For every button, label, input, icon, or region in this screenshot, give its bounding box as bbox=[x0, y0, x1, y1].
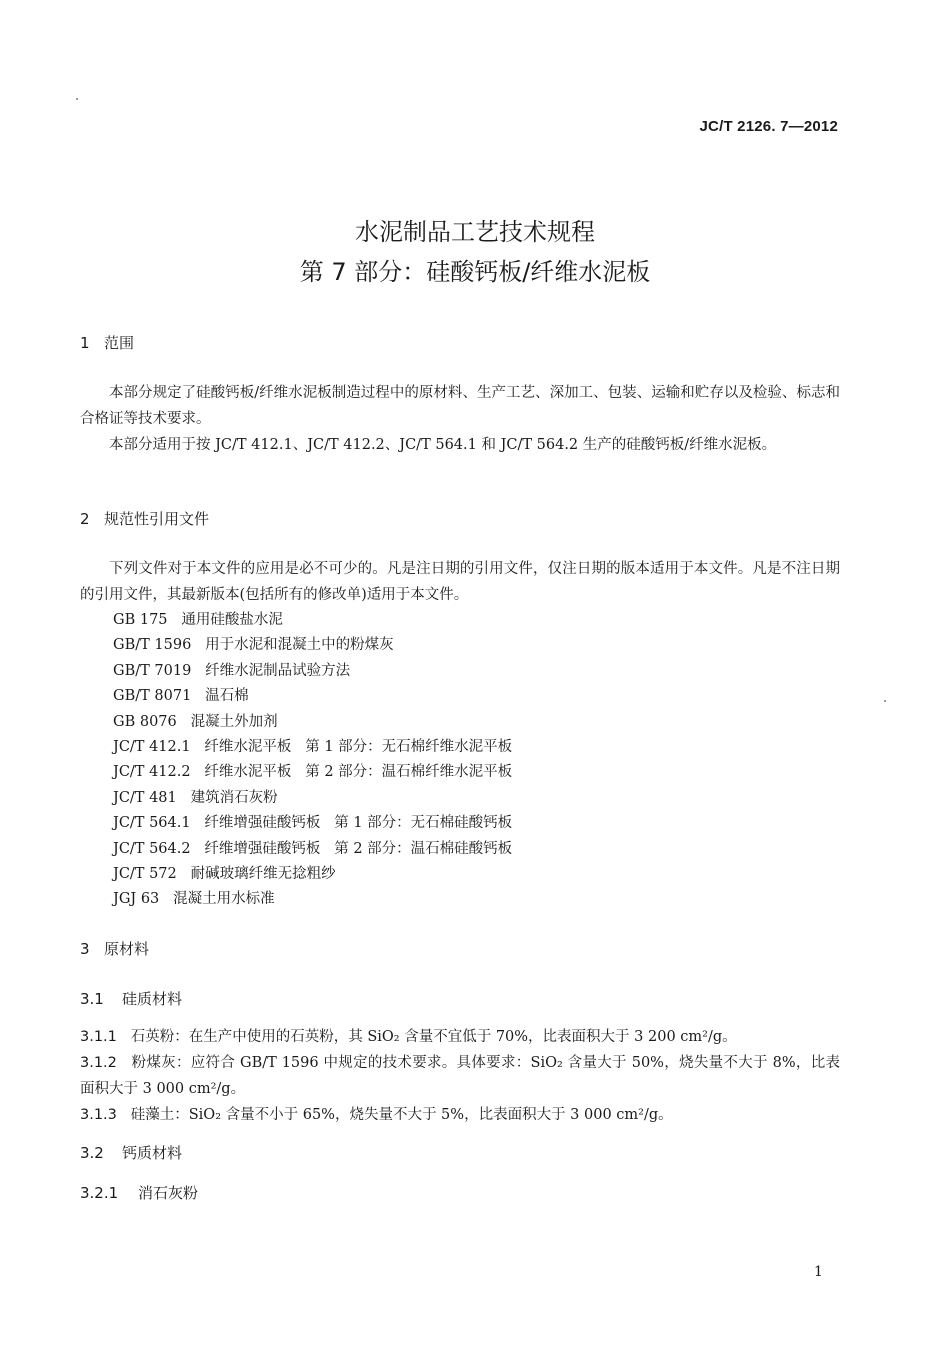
clause-text: 石英粉：在生产中使用的石英粉，其 SiO₂ 含量不宜低于 70%，比表面积大于 3 200 cm²/g。 bbox=[130, 1029, 737, 1045]
section-1-heading bbox=[80, 332, 134, 353]
page-number: 1 bbox=[814, 1264, 823, 1280]
scan-speck bbox=[76, 98, 78, 100]
reference-item: JC/T 564.1 纤维增强硅酸钙板 第 1 部分：无石棉硅酸钙板 bbox=[113, 815, 513, 832]
clause-3-1-3 bbox=[80, 1102, 840, 1128]
reference-item: JC/T 412.1 纤维水泥平板 第 1 部分：无石棉纤维水泥平板 bbox=[113, 739, 513, 756]
subsection-number: 3.2 bbox=[80, 1144, 104, 1162]
reference-item: GB/T 7019 纤维水泥制品试验方法 bbox=[113, 662, 351, 679]
section-title: 范围 bbox=[104, 334, 135, 352]
subsection-3-1-heading bbox=[80, 988, 182, 1009]
section-number: 2 bbox=[80, 510, 90, 528]
clause-3-1-2 bbox=[80, 1050, 840, 1102]
scan-speck bbox=[884, 700, 886, 702]
section-1-paragraph-1: 本部分规定了硅酸钙板/纤维水泥板制造过程中的原材料、生产工艺、深加工、包装、运输和贮存以及检验、标志和合格证等技术要求。 bbox=[80, 385, 840, 427]
subsection-title: 硅质材料 bbox=[122, 990, 183, 1008]
reference-item: GB 175 通用硅酸盐水泥 bbox=[113, 612, 283, 628]
reference-item: GB/T 8071 温石棉 bbox=[113, 688, 249, 705]
clause-text: 粉煤灰：应符合 GB/T 1596 中规定的技术要求。具体要求：SiO₂ 含量大于 50%，烧失量不大于 8%，比表面积大于 3 000 cm²/g。 bbox=[80, 1055, 841, 1097]
reference-item: JC/T 564.2 纤维增强硅酸钙板 第 2 部分：温石棉硅酸钙板 bbox=[113, 840, 513, 857]
normative-references-list bbox=[113, 608, 512, 913]
clause-number: 3.2.1 bbox=[80, 1184, 119, 1202]
subsection-title: 钙质材料 bbox=[122, 1144, 183, 1162]
section-1-paragraph-2: 本部分适用于按 JC/T 412.1、JC/T 412.2、JC/T 564.1 和 JC/T 564.2 生产的硅酸钙板/纤维水泥板。 bbox=[109, 437, 777, 453]
document-subtitle: 第 7 部分：硅酸钙板/纤维水泥板 bbox=[299, 258, 651, 286]
reference-item: GB/T 1596 用于水泥和混凝土中的粉煤灰 bbox=[113, 637, 394, 654]
reference-item: JC/T 412.2 纤维水泥平板 第 2 部分：温石棉纤维水泥平板 bbox=[113, 764, 513, 781]
section-title: 原材料 bbox=[104, 940, 150, 958]
reference-item: GB 8076 混凝土外加剂 bbox=[113, 713, 278, 730]
section-2-paragraph-1: 下列文件对于本文件的应用是必不可少的。凡是注日期的引用文件，仅注日期的版本适用于本文件。凡是不注日期的引用文件，其最新版本(包括所有的修改单)适用于本文件。 bbox=[80, 561, 840, 603]
clause-number: 3.1.3 bbox=[80, 1107, 117, 1123]
subsection-number: 3.1 bbox=[80, 990, 104, 1008]
section-number: 3 bbox=[80, 940, 90, 958]
section-2-heading bbox=[80, 508, 209, 529]
subsection-3-2-heading bbox=[80, 1142, 182, 1163]
section-number: 1 bbox=[80, 334, 90, 352]
clause-3-1-1 bbox=[80, 1024, 840, 1050]
document-title: 水泥制品工艺技术规程 bbox=[355, 218, 595, 246]
section-3-heading bbox=[80, 938, 149, 959]
reference-item: JGJ 63 混凝土用水标准 bbox=[113, 891, 275, 908]
clause-text: 硅藻土：SiO₂ 含量不小于 65%，烧失量不大于 5%，比表面积大于 3 000 cm²/g。 bbox=[130, 1107, 673, 1123]
standard-number: JC/T 2126. 7—2012 bbox=[699, 118, 838, 135]
clause-3-2-1 bbox=[80, 1182, 198, 1203]
clause-text: 消石灰粉 bbox=[138, 1184, 199, 1202]
clause-number: 3.1.1 bbox=[80, 1029, 117, 1045]
reference-item: JC/T 481 建筑消石灰粉 bbox=[113, 789, 278, 806]
section-title: 规范性引用文件 bbox=[104, 510, 210, 528]
reference-item: JC/T 572 耐碱玻璃纤维无捻粗纱 bbox=[113, 866, 336, 883]
clause-number: 3.1.2 bbox=[80, 1055, 117, 1071]
